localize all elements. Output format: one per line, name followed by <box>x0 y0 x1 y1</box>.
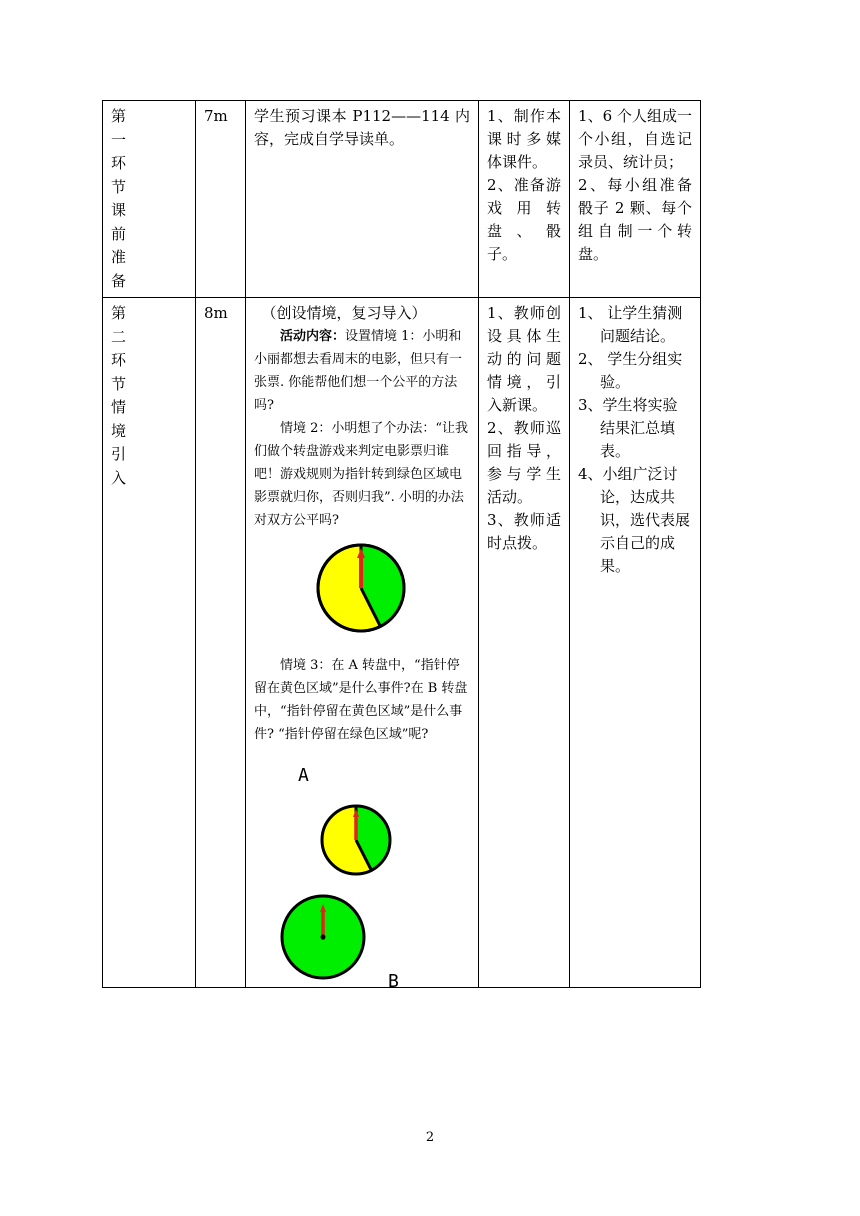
stage-cell <box>103 298 196 988</box>
stage-char: 情 <box>111 398 127 416</box>
student-list <box>578 302 692 578</box>
activity-label: 活动内容： <box>280 329 346 344</box>
situation-1 <box>254 325 470 417</box>
stage-char: 第 <box>111 107 127 125</box>
table-row <box>103 298 701 988</box>
situation-3: 情境 3：在 A 转盘中，“指针停留在黄色区域”是什么事件?在 B 转盘中，“指针停留在黄色区域”是什么事件? “指针停留在绿色区域”呢? <box>254 658 468 742</box>
spinner-intro-icon <box>254 540 470 636</box>
stage-char: 节 <box>111 177 127 196</box>
teacher-item: 2、教师巡回指导，参与学生活动。 <box>487 419 561 506</box>
intro-text: （创设情境，复习导入） <box>261 304 427 322</box>
stage-char: 入 <box>111 468 127 487</box>
spinner-a-icon <box>318 802 398 882</box>
teacher-item: 1、教师创设具体生动的问题情境，引入新课。 <box>487 304 561 414</box>
teacher-item: 3、教师适时点拨。 <box>487 511 561 552</box>
lesson-plan-table <box>102 100 701 992</box>
teacher-item: 1、制作本课时多媒体课件。 <box>487 107 561 171</box>
stage-char: 境 <box>111 421 127 440</box>
stage-char: 二 <box>111 327 127 346</box>
teacher-cell <box>479 101 570 298</box>
student-item: 1、 让学生猜测问题结论。 <box>578 304 683 345</box>
stage-char: 前 <box>111 224 127 243</box>
time-cell: 7m <box>196 101 246 298</box>
situation-1-text: 设置情境 1：小明和小丽都想去看周末的电影，但只有一张票. 你能帮他们想一个公平的方法吗? <box>254 329 463 413</box>
page-number: 2 <box>425 1130 435 1145</box>
stage-char: 引 <box>111 445 127 463</box>
spinner-a-label: A <box>298 765 309 786</box>
student-item: 2、 学生分组实验。 <box>578 350 683 391</box>
stage-char: 一 <box>111 130 127 149</box>
student-cell <box>570 298 701 988</box>
student-item: 2、每小组准备骰子 2 颗、每个组自制一个转盘。 <box>578 176 692 263</box>
spinner-b-label: B <box>388 971 399 992</box>
content-cell <box>246 298 479 992</box>
stage-char: 课 <box>111 201 127 219</box>
stage-char: 第 <box>111 304 127 322</box>
spinner-b-icon <box>278 892 368 982</box>
student-item: 3、学生将实验结果汇总填表。 <box>578 396 678 460</box>
situation-2: 情境 2：小明想了个办法：“让我们做个转盘游戏来判定电影票归谁吧！游戏规则为指针转到绿色区域电影票就归你，否则归我”. 小明的办法对双方公平吗? <box>254 421 469 528</box>
teacher-item: 2、准备游戏用转盘、骰子。 <box>487 176 561 263</box>
content-cell <box>246 101 479 298</box>
time-cell: 8m <box>196 298 246 988</box>
content-text: 学生预习课本 P112——114 内容，完成自学导读单。 <box>254 107 470 148</box>
student-item: 4、小组广泛讨论，达成共识，选代表展示自己的成果。 <box>578 465 691 575</box>
student-item: 1、6 个人组成一个小组，自选记录员、统计员； <box>578 107 692 171</box>
student-cell <box>570 101 701 298</box>
stage-cell <box>103 101 196 298</box>
teacher-cell <box>479 298 570 988</box>
stage-char: 环 <box>111 154 127 172</box>
stage-char: 节 <box>111 374 127 393</box>
stage-char: 环 <box>111 351 127 369</box>
table-row <box>103 101 701 298</box>
stage-char: 备 <box>111 271 127 290</box>
stage-char: 准 <box>111 248 127 266</box>
